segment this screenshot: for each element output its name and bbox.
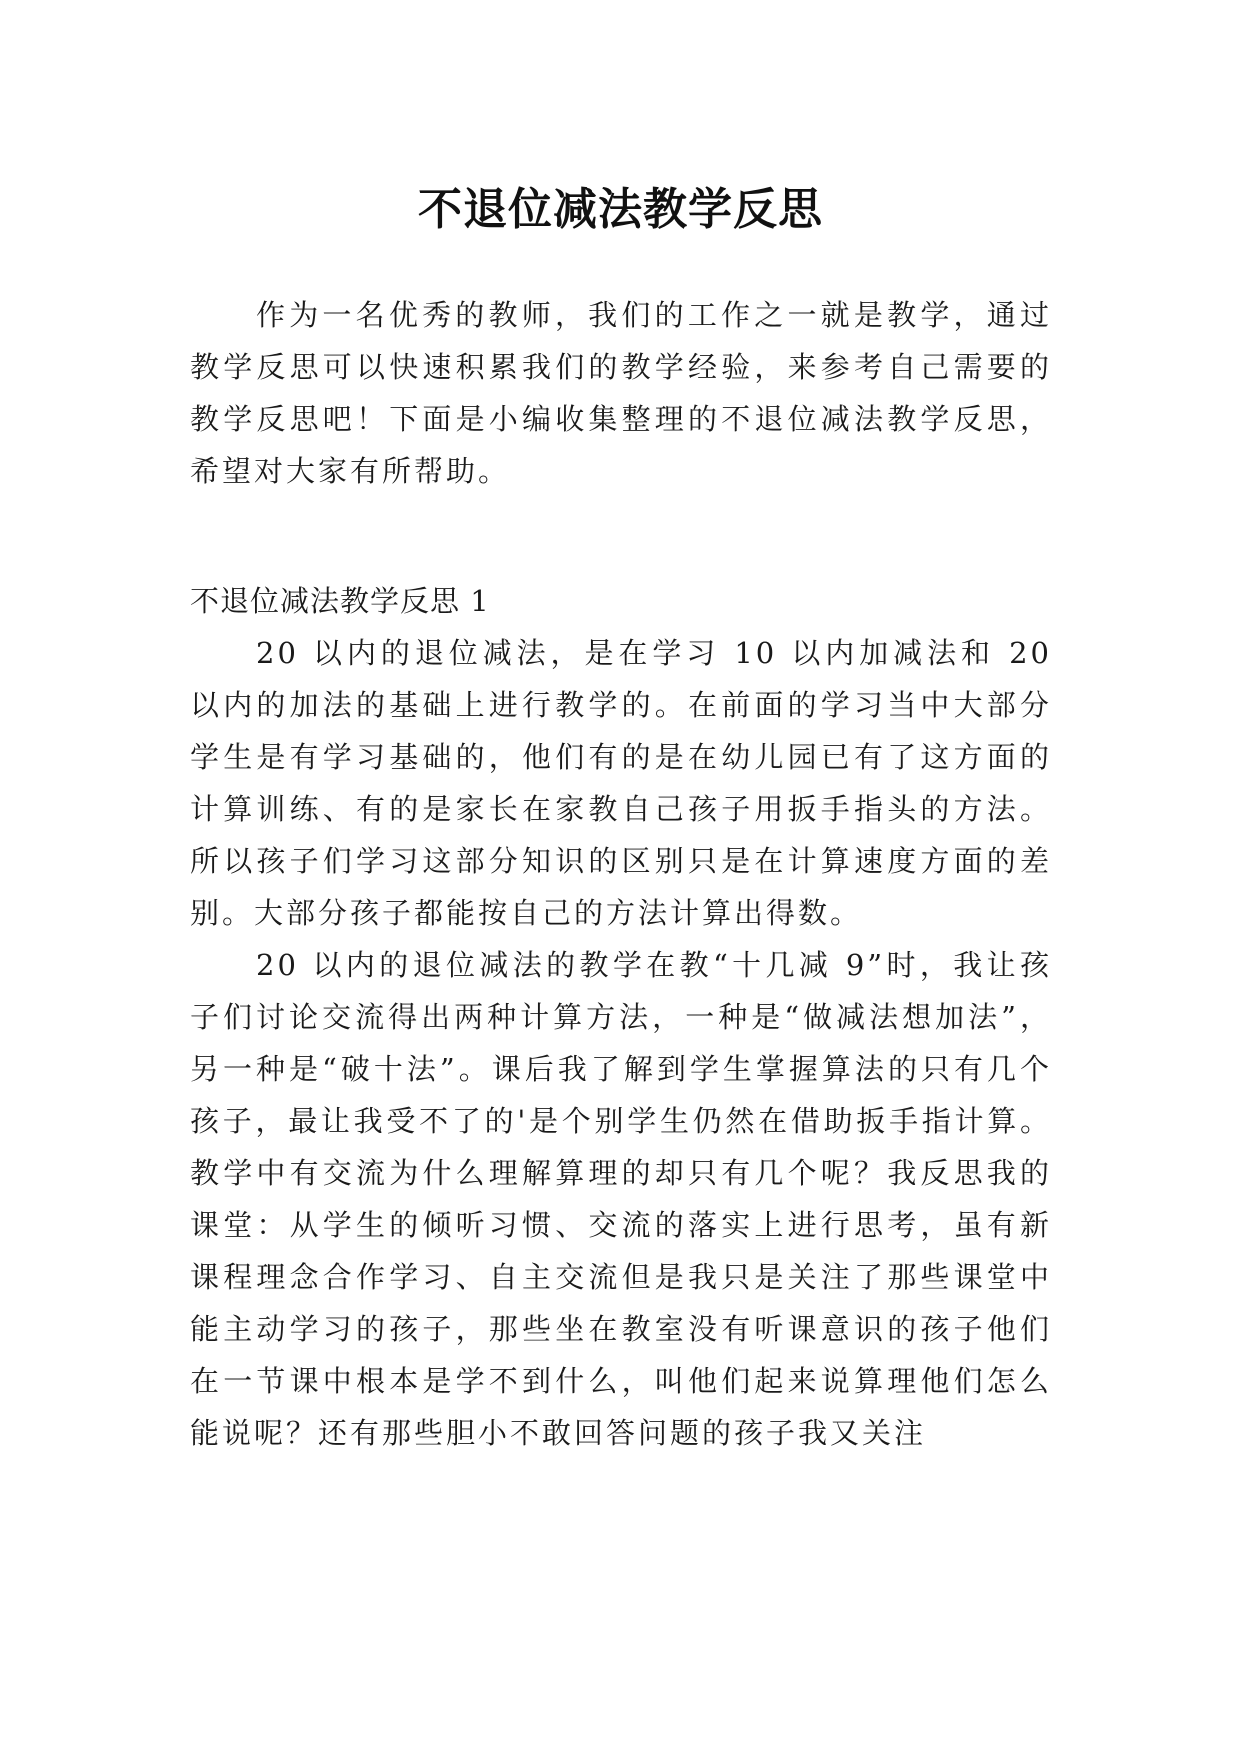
document-title: 不退位减法教学反思 bbox=[418, 184, 823, 236]
body-paragraph-1: 20 以内的退位减法，是在学习 10 以内加减法和 20 以内的加法的基础上进行教学的。在前面的学习当中大部分学生是有学习基础的，他们有的是在幼儿园已有了这方面的计算训练、有的是家长在家教自己孩子用扳手指头的方法。所以孩子们学习这部分知识的区别只是在计算速度方面的差别。大部分孩子都能按自己的方法计算出得数。 bbox=[190, 636, 1052, 930]
intro-paragraph: 作为一名优秀的教师，我们的工作之一就是教学，通过教学反思可以快速积累我们的教学经验，来参考自己需要的教学反思吧！下面是小编收集整理的不退位减法教学反思，希望对大家有所帮助。 bbox=[190, 298, 1052, 488]
reflection-section-1 bbox=[190, 575, 1052, 1459]
body-paragraph-2: 20 以内的退位减法的教学在教“十几减 9”时，我让孩子们讨论交流得出两种计算方法，一种是“做减法想加法”，另一种是“破十法”。课后我了解到学生掌握算法的只有几个孩子，最让我受不了的'是个别学生仍然在借助扳手指计算。教学中有交流为什么理解算理的却只有几个呢？我反思我的课堂：从学生的倾听习惯、交流的落实上进行思考，虽有新课程理念合作学习、自主交流但是我只是关注了那些课堂中能主动学习的孩子，那些坐在教室没有听课意识的孩子他们在一节课中根本是学不到什么，叫他们起来说算理他们怎么能说呢？还有那些胆小不敢回答问题的孩子我又关注 bbox=[190, 948, 1052, 1450]
section-heading: 不退位减法教学反思 1 bbox=[190, 584, 490, 618]
